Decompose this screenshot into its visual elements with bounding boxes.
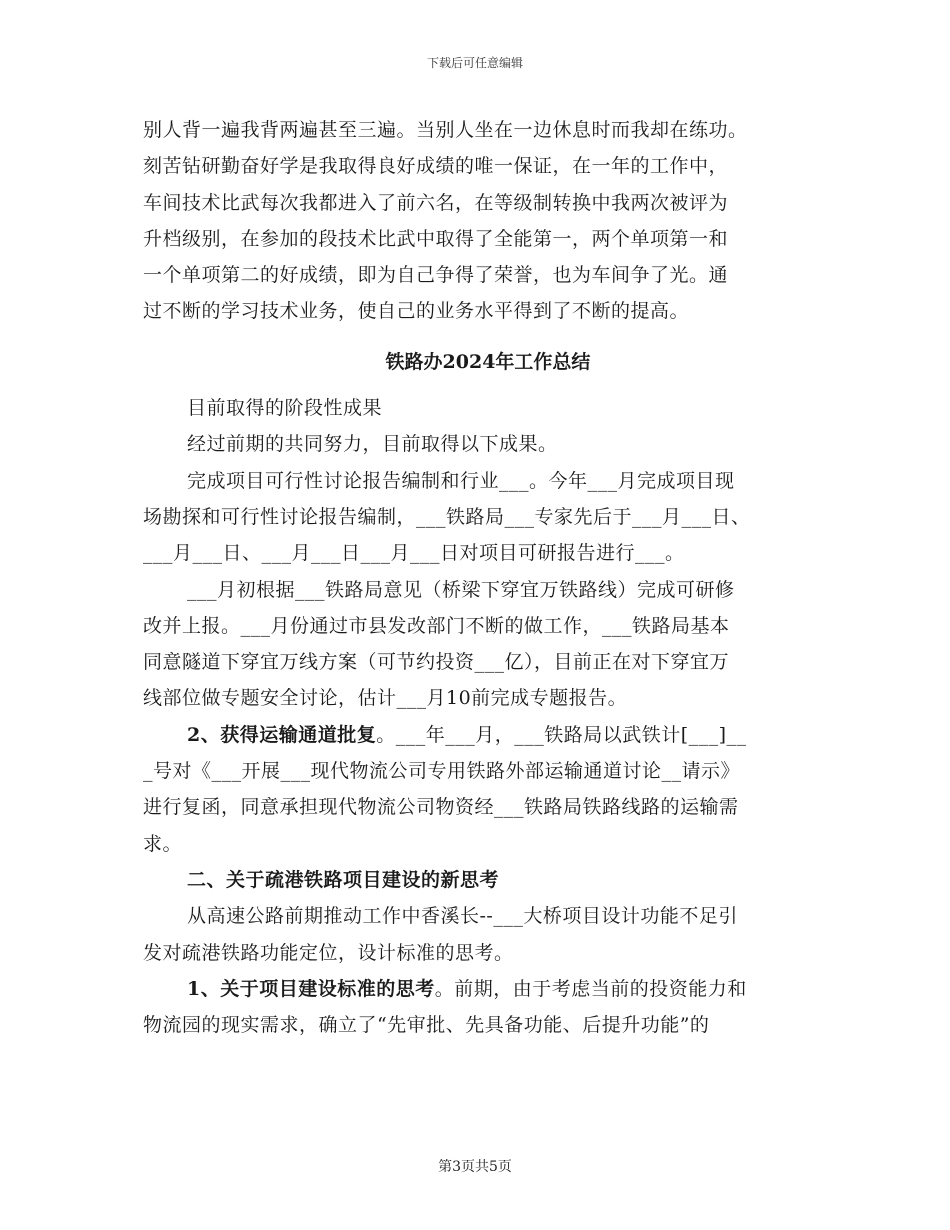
section-intro: 经过前期的共同努力，目前取得以下成果。 — [187, 433, 558, 456]
body-line: 进行复函，同意承担现代物流公司物资经___铁路局铁路线路的运输需 — [143, 796, 739, 819]
item-1-text: 。前期，由于考虑当前的投资能力和 — [434, 977, 747, 1000]
page-header-note: 下载后可任意编辑 — [426, 56, 523, 70]
section-2-heading: 二、关于疏港铁路项目建设的新思考 — [187, 868, 500, 891]
item-2-text: 。___年___月，___铁路局以武铁计[___]__ — [376, 723, 747, 746]
body-line: ___月___日、___月___日___月___日对项目可研报告进行___。 — [143, 542, 685, 565]
document-body — [143, 112, 823, 1043]
body-line: 别人背一遍我背两遍甚至三遍。当别人坐在一边休息时而我却在练功。 — [143, 119, 748, 141]
page-footer: 第3页共5页 — [438, 1159, 512, 1175]
body-line: 物流园的现实需求，确立了“先审批、先具备功能、后提升功能”的 — [143, 1014, 710, 1037]
body-line: 线部位做专题安全讨论，估计___月10前完成专题报告。 — [143, 687, 628, 710]
body-line: 车间技术比武每次我都进入了前六名，在等级制转换中我两次被评为 — [143, 191, 729, 214]
section-heading: 目前取得的阶段性成果 — [187, 397, 383, 420]
body-line: 场勘探和可行性讨论报告编制，___铁路局___专家先后于___月___日、 — [143, 505, 751, 528]
body-line: _号对《___开展___现代物流公司专用铁路外部运输通道讨论__请示》 — [143, 760, 741, 783]
item-2-lead: 2、获得运输通道批复 — [187, 723, 377, 746]
body-line: 发对疏港铁路功能定位，设计标准的思考。 — [143, 941, 514, 964]
body-line: 过不断的学习技术业务，使自己的业务水平得到了不断的提高。 — [143, 300, 690, 323]
item-2-first-line — [143, 717, 823, 753]
item-1-lead: 1、关于项目建设标准的思考 — [187, 977, 435, 1000]
body-line: 同意隧道下穿宜万线方案（可节约投资___亿），目前正在对下穿宜万 — [143, 651, 730, 674]
body-line: 改并上报。___月份通过市县发改部门不断的做工作，___铁路局基本 — [143, 614, 730, 637]
body-line: 求。 — [143, 832, 183, 855]
body-line: ___月初根据___铁路局意见（桥梁下穿宜万铁路线）完成可研修 — [187, 578, 735, 601]
body-line: 从高速公路前期推动工作中香溪长--___大桥项目设计功能不足引 — [187, 905, 738, 928]
body-line: 一个单项第二的好成绩，即为自己争得了荣誉，也为车间争了光。通 — [143, 264, 729, 287]
item-1-first-line — [143, 971, 823, 1007]
document-title: 铁路办2024年工作总结 — [385, 350, 591, 373]
body-line: 刻苦钻研勤奋好学是我取得良好成绩的唯一保证，在一年的工作中， — [143, 155, 729, 178]
body-line: 完成项目可行性讨论报告编制和行业___。今年___月完成项目现 — [187, 469, 735, 492]
body-line: 升档级别，在参加的段技术比武中取得了全能第一，两个单项第一和 — [143, 227, 729, 250]
